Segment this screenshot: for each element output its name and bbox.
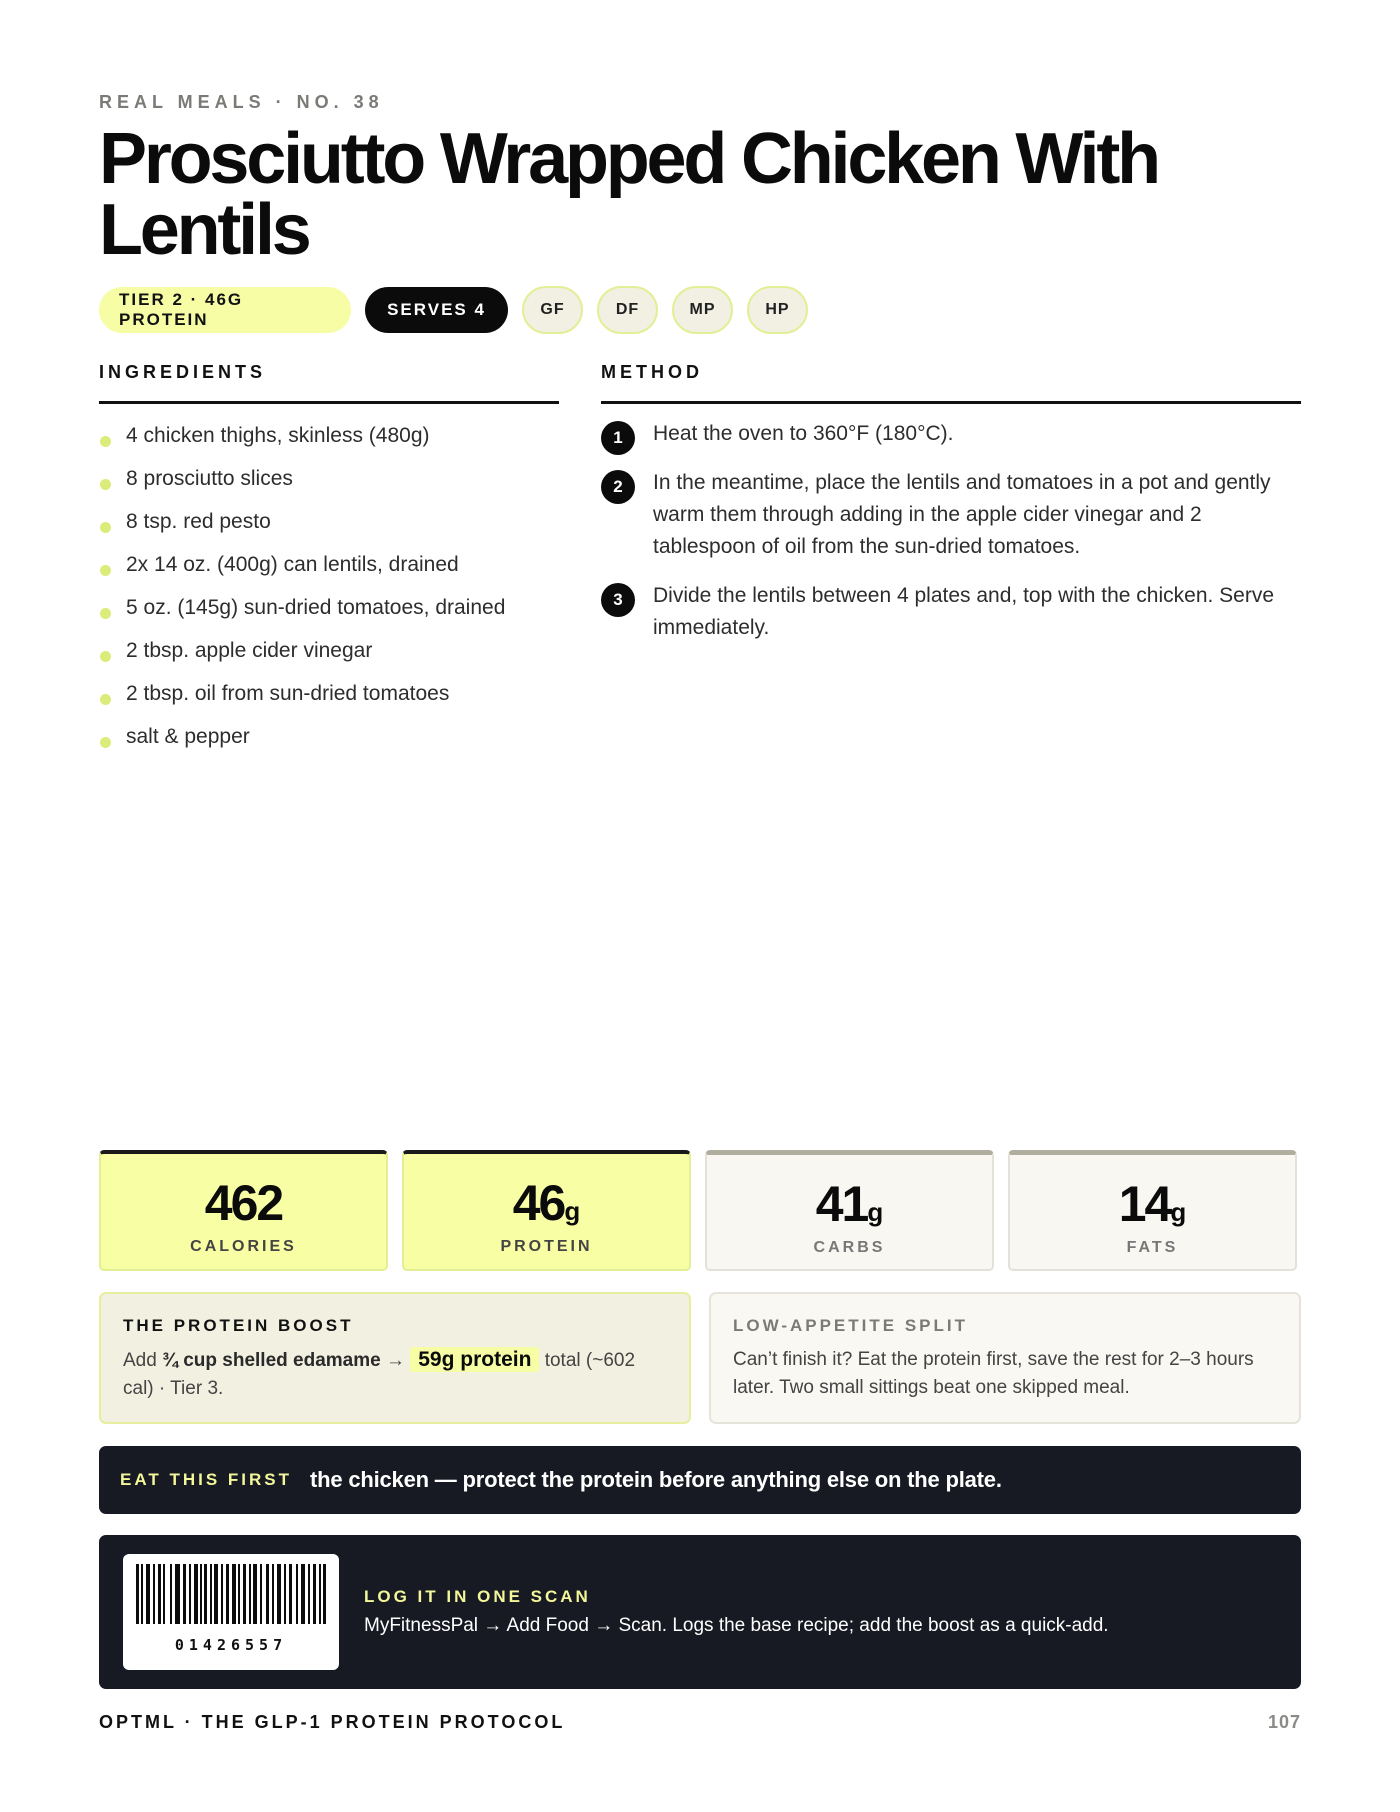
stat-value: 14 — [1118, 1176, 1171, 1232]
stat-protein — [402, 1150, 691, 1271]
method-step — [601, 418, 1301, 450]
stat-unit: g — [867, 1197, 884, 1227]
stat-calories — [99, 1150, 388, 1271]
step-text: In the meantime, place the lentils and tomatoes in a pot and gently warm them through adding in the apple cider vinegar and 2 tablespoon of oil from the sun-dried tomatoes. — [653, 471, 1271, 558]
stat-unit: g — [1170, 1197, 1187, 1227]
barcode-digits: 01426557 — [174, 1636, 288, 1654]
scan-text: MyFitnessPal → Add Food → Scan. Logs the base recipe; add the boost as a quick-add. — [364, 1615, 1109, 1636]
method-step — [601, 467, 1301, 563]
stat-label: FATS — [1126, 1239, 1179, 1256]
ingredients-rule — [99, 401, 559, 404]
page-number: 107 — [1267, 1712, 1301, 1732]
split-text: Can’t finish it? Eat the protein first, save the rest for 2–3 hours later. Two small sittings beat one skipped meal. — [733, 1349, 1254, 1398]
bullet-dot-icon — [100, 522, 111, 533]
diet-badge-hp: HP — [747, 286, 808, 334]
nutrition-stats — [99, 1150, 1301, 1271]
stat-unit: g — [564, 1196, 581, 1226]
ingredient-item: 8 prosciutto slices — [99, 461, 559, 504]
method-rule — [601, 401, 1301, 404]
protein-boost-card — [99, 1292, 691, 1424]
ingredient-list — [99, 418, 559, 762]
split-heading: LOW-APPETITE SPLIT — [733, 1316, 968, 1335]
ingredient-item: 2x 14 oz. (400g) can lentils, drained — [99, 547, 559, 590]
recipe-page — [99, 0, 1301, 1812]
step-number: 3 — [601, 583, 635, 617]
eat-first-banner — [99, 1446, 1301, 1514]
barcode — [123, 1554, 339, 1670]
bullet-dot-icon — [100, 436, 111, 447]
bullet-dot-icon — [100, 651, 111, 662]
stat-value: 462 — [204, 1175, 283, 1231]
bullet-dot-icon — [100, 737, 111, 748]
ingredient-item: 2 tbsp. apple cider vinegar — [99, 633, 559, 676]
stat-label: CARBS — [813, 1239, 886, 1256]
step-number: 1 — [601, 421, 635, 455]
boost-text: Add ¾ cup shelled edamame → 59g protein total (~602 cal) · Tier 3. — [123, 1348, 636, 1399]
diet-badge-mp: MP — [672, 286, 733, 334]
boost-highlight: 59g protein — [410, 1347, 539, 1372]
ingredient-item: 4 chicken thighs, skinless (480g) — [99, 418, 559, 461]
bullet-dot-icon — [100, 565, 111, 576]
ingredient-item: salt & pepper — [99, 719, 559, 762]
stat-value: 41 — [815, 1176, 868, 1232]
stat-label: CALORIES — [190, 1238, 297, 1255]
tier-badge: TIER 2 · 46G PROTEIN — [99, 287, 351, 333]
stat-value: 46 — [512, 1175, 565, 1231]
serves-badge: SERVES 4 — [365, 287, 508, 333]
footer-title: OPTML · THE GLP-1 PROTEIN PROTOCOL — [99, 1712, 566, 1732]
ingredient-item: 8 tsp. red pesto — [99, 504, 559, 547]
scan-banner — [99, 1535, 1301, 1689]
method-step — [601, 580, 1301, 644]
method-heading: METHOD — [601, 362, 703, 382]
method-steps — [601, 418, 1301, 661]
bullet-dot-icon — [100, 479, 111, 490]
tag-row — [99, 286, 808, 334]
bullet-dot-icon — [100, 608, 111, 619]
stat-fats — [1008, 1150, 1297, 1271]
diet-badge-df: DF — [597, 286, 658, 334]
series-kicker: REAL MEALS · NO. 38 — [99, 92, 384, 112]
barcode-icon — [136, 1564, 326, 1624]
eat-first-text: the chicken — protect the protein before anything else on the plate. — [310, 1467, 1002, 1492]
bullet-dot-icon — [100, 694, 111, 705]
low-appetite-card — [709, 1292, 1301, 1424]
eat-first-label: EAT THIS FIRST — [120, 1470, 293, 1489]
ingredient-item: 5 oz. (145g) sun-dried tomatoes, drained — [99, 590, 559, 633]
recipe-title: Prosciutto Wrapped Chicken With Lentils — [99, 119, 1158, 270]
step-text: Divide the lentils between 4 plates and, top with the chicken. Serve immediately. — [653, 584, 1275, 639]
boost-heading: THE PROTEIN BOOST — [123, 1316, 354, 1335]
scan-label: LOG IT IN ONE SCAN — [364, 1587, 591, 1606]
step-number: 2 — [601, 470, 635, 504]
stat-label: PROTEIN — [500, 1238, 593, 1255]
step-text: Heat the oven to 360°F (180°C). — [653, 422, 954, 445]
diet-badge-gf: GF — [522, 286, 583, 334]
ingredients-heading: INGREDIENTS — [99, 362, 267, 382]
stat-carbs — [705, 1150, 994, 1271]
ingredient-item: 2 tbsp. oil from sun-dried tomatoes — [99, 676, 559, 719]
